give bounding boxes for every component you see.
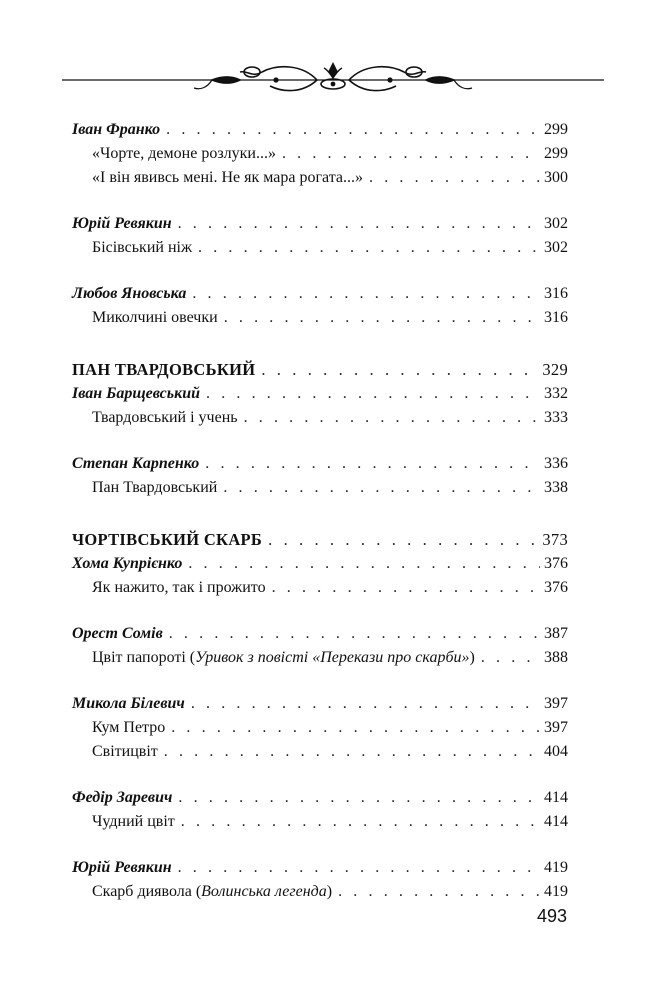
dot-leader xyxy=(282,142,540,166)
toc-entry-title xyxy=(92,306,218,330)
toc-spacer xyxy=(72,670,568,692)
entry-title-text: Скарб диявола ( xyxy=(92,883,202,900)
toc-page-number: 316 xyxy=(544,309,568,326)
dot-leader xyxy=(261,358,538,382)
toc-entry-title xyxy=(92,740,158,764)
dot-leader xyxy=(198,236,540,260)
entry-title-text: Чудний цвіт xyxy=(92,813,175,830)
toc-page-number: 414 xyxy=(544,813,568,830)
toc-work-entry xyxy=(72,142,568,166)
toc-entry-title xyxy=(72,282,186,306)
entry-title-text: Орест Сомів xyxy=(72,625,163,642)
toc-author-entry xyxy=(72,692,568,716)
toc-entry-title xyxy=(72,786,172,810)
dot-leader xyxy=(268,528,538,552)
dot-leader xyxy=(164,740,540,764)
toc-entry-title xyxy=(92,716,165,740)
entry-title-text: Твардовський і учень xyxy=(92,409,238,426)
toc-author-entry xyxy=(72,786,568,810)
toc-page-number: 419 xyxy=(544,883,568,900)
dot-leader xyxy=(178,856,540,880)
toc-page-number: 329 xyxy=(542,360,568,379)
entry-title-text: Бісівський ніж xyxy=(92,239,192,256)
dot-leader xyxy=(223,476,540,500)
entry-suffix-text: ) xyxy=(326,883,333,900)
entry-title-text: Світицвіт xyxy=(92,743,158,760)
dot-leader xyxy=(224,306,540,330)
toc-page-number: 376 xyxy=(544,579,568,596)
entry-title-text: Юрій Ревякин xyxy=(72,215,172,232)
toc-author-entry xyxy=(72,118,568,142)
toc-entry-title xyxy=(92,406,238,430)
entry-title-text: Цвіт папороті ( xyxy=(92,649,196,666)
toc-page-number: 336 xyxy=(544,455,568,472)
toc-work-entry xyxy=(72,716,568,740)
dot-leader xyxy=(166,118,540,142)
toc-work-entry xyxy=(72,166,568,190)
toc-page-number: 419 xyxy=(544,859,568,876)
toc-spacer xyxy=(72,764,568,786)
toc-work-entry xyxy=(72,236,568,260)
toc-entry-title xyxy=(72,358,255,382)
toc-page-number: 373 xyxy=(542,530,568,549)
toc-page-number: 332 xyxy=(544,385,568,402)
toc-entry-title xyxy=(72,382,200,406)
dot-leader xyxy=(244,406,540,430)
toc-work-entry xyxy=(72,646,568,670)
toc-spacer xyxy=(72,430,568,452)
toc-page-number: 299 xyxy=(544,121,568,138)
toc-entry-title xyxy=(72,856,172,880)
toc-author-entry xyxy=(72,622,568,646)
toc-section-entry xyxy=(72,528,568,552)
entry-title-text: Юрій Ревякин xyxy=(72,859,172,876)
toc-entry-title xyxy=(92,476,217,500)
toc-spacer xyxy=(72,190,568,212)
toc-spacer xyxy=(72,600,568,622)
toc-page-number: 397 xyxy=(544,719,568,736)
dot-leader xyxy=(181,810,540,834)
toc-entry-title xyxy=(92,142,276,166)
toc-entry-title xyxy=(92,576,266,600)
toc-page-number: 404 xyxy=(544,743,568,760)
dot-leader xyxy=(192,282,540,306)
toc-author-entry xyxy=(72,552,568,576)
toc-entry-title xyxy=(72,528,262,552)
entry-suffix-text: ) xyxy=(469,649,475,666)
toc-section-entry xyxy=(72,358,568,382)
toc-entry-title xyxy=(72,622,163,646)
toc-entry-title xyxy=(92,236,192,260)
toc-author-entry xyxy=(72,282,568,306)
toc-page-number: 302 xyxy=(544,215,568,232)
toc-work-entry xyxy=(72,576,568,600)
entry-subtitle-text: Волинська легенда xyxy=(201,883,327,900)
dot-leader xyxy=(369,166,540,190)
table-of-contents xyxy=(72,118,568,904)
toc-page-number: 302 xyxy=(544,239,568,256)
toc-entry-title xyxy=(72,692,185,716)
toc-author-entry xyxy=(72,452,568,476)
entry-title-text: Іван Франко xyxy=(72,121,161,138)
decorative-ornament-icon xyxy=(62,58,604,102)
toc-page-number: 333 xyxy=(544,409,568,426)
entry-title-text: ЧОРТІВСЬКИЙ СКАРБ xyxy=(72,530,263,549)
entry-title-text: Микола Білевич xyxy=(72,695,185,712)
dot-leader xyxy=(338,880,540,904)
dot-leader xyxy=(272,576,540,600)
dot-leader xyxy=(178,212,540,236)
entry-title-text: Степан Карпенко xyxy=(72,455,200,472)
toc-entry-title xyxy=(72,552,182,576)
entry-title-text: Любов Яновська xyxy=(72,285,187,302)
entry-title-text: «І він явивсь мені. Не як мара рогата...» xyxy=(92,169,364,186)
entry-title-text: Пан Твардовський xyxy=(92,479,218,496)
dot-leader xyxy=(169,622,540,646)
toc-work-entry xyxy=(72,810,568,834)
toc-page-number: 414 xyxy=(544,789,568,806)
toc-entry-title xyxy=(72,118,160,142)
toc-page-number: 387 xyxy=(544,625,568,642)
toc-page-number: 300 xyxy=(544,169,568,186)
entry-title-text: Кум Петро xyxy=(92,719,166,736)
toc-entry-title xyxy=(92,810,175,834)
toc-spacer xyxy=(72,500,568,528)
entry-title-text: Федір Заревич xyxy=(72,789,173,806)
dot-leader xyxy=(481,646,540,670)
toc-work-entry xyxy=(72,740,568,764)
toc-author-entry xyxy=(72,856,568,880)
entry-title-text: Миколчині овечки xyxy=(92,309,218,326)
entry-title-text: «Чорте, демоне розлуки...» xyxy=(92,145,276,162)
dot-leader xyxy=(171,716,540,740)
toc-page-number: 316 xyxy=(544,285,568,302)
toc-work-entry xyxy=(72,476,568,500)
dot-leader xyxy=(205,452,540,476)
toc-entry-title xyxy=(92,166,363,190)
toc-entry-title xyxy=(92,880,332,904)
toc-page-number: 338 xyxy=(544,479,568,496)
dot-leader xyxy=(206,382,540,406)
toc-spacer xyxy=(72,834,568,856)
toc-work-entry xyxy=(72,306,568,330)
toc-entry-title xyxy=(72,212,172,236)
toc-work-entry xyxy=(72,406,568,430)
entry-title-text: Іван Барщевський xyxy=(72,385,200,402)
entry-subtitle-text: Уривок з повісті «Перекази про скарби» xyxy=(195,649,470,666)
entry-title-text: ПАН ТВАРДОВСЬКИЙ xyxy=(72,360,256,379)
dot-leader xyxy=(191,692,540,716)
toc-page-number: 376 xyxy=(544,555,568,572)
toc-entry-title xyxy=(92,646,475,670)
toc-author-entry xyxy=(72,382,568,406)
entry-title-text: Як нажито, так і прожито xyxy=(92,579,266,596)
page-number: 493 xyxy=(536,906,567,926)
toc-page-number: 388 xyxy=(544,649,568,666)
dot-leader xyxy=(178,786,540,810)
toc-page-number: 397 xyxy=(544,695,568,712)
toc-spacer xyxy=(72,260,568,282)
toc-work-entry xyxy=(72,880,568,904)
entry-title-text: Хома Купрієнко xyxy=(72,555,183,572)
toc-page-number: 299 xyxy=(544,145,568,162)
toc-entry-title xyxy=(72,452,199,476)
toc-author-entry xyxy=(72,212,568,236)
dot-leader xyxy=(188,552,540,576)
toc-spacer xyxy=(72,330,568,358)
